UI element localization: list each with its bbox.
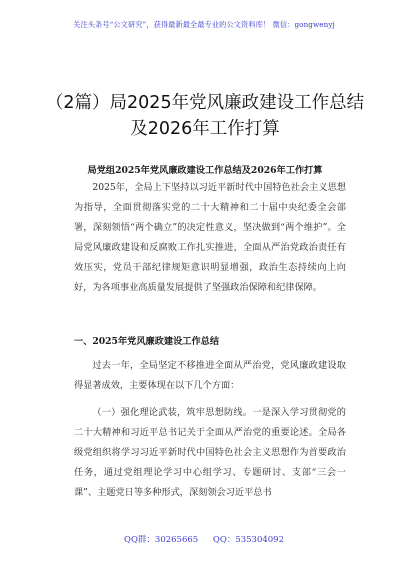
footer-contact xyxy=(0,533,408,545)
page-title xyxy=(40,90,370,142)
document-heading: 局党组2025年党风廉政建设工作总结及2026年工作打算 xyxy=(87,165,323,176)
paragraph-theory-study: （一）强化理论武装，筑牢思想防线。一是深入学习贯彻党的二十大精神和习近平总书记关于全面从严治党的重要论述。全局各级党组织将学习习近平新时代中国特色社会主义思想作为首要政治任务，通过党组理论学习中心组学习、专题研讨、支部“三会一课”、主题党日等多种形式，深刻领会习近平总书 xyxy=(74,407,346,498)
section-heading-1: 一、2025年党风廉政建设工作总结 xyxy=(74,336,220,347)
title-line-2: 及2026年工作打算 xyxy=(130,119,280,139)
footer-qq-group: QQ群：30265665 xyxy=(123,535,199,545)
paragraph-intro: 2025年，全局上下坚持以习近平新时代中国特色社会主义思想为指导，全面贯彻落实党的二十大精神和二十届中央纪委全会部署，深刻领悟“两个确立”的决定性意义，坚决做到“两个维护”。全局党风廉政建设和反腐败工作扎实推进，全面从严治党政治责任有效压实，党员干部纪律规矩意识明显增强，政治生态持续向上向好，为各项事业高质量发展提供了坚强政治保障和纪律保障。 xyxy=(74,182,346,293)
header-banner: 关注头条号“公文研究”，获得最新最全最专业的公文资料库！ 微信：gongwenyj xyxy=(73,20,335,29)
footer-qq-number: QQ：535304092 xyxy=(212,535,284,545)
paragraph-summary-lead: 过去一年，全局坚定不移推进全面从严治党，党风廉政建设取得显著成效，主要体现在以下几个方面： xyxy=(74,360,346,391)
title-line-1: （2篇）局2025年党风廉政建设工作总结 xyxy=(45,93,365,113)
